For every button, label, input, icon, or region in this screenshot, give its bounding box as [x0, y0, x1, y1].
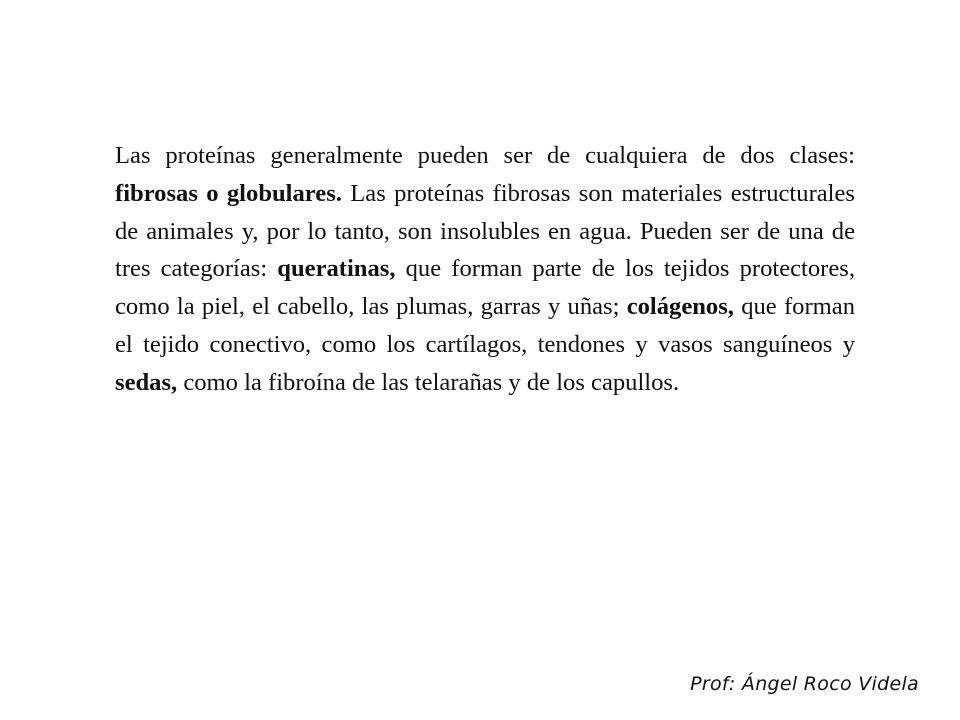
text-segment-1: Las proteínas generalmente pueden ser de cualquiera de dos clases: [115, 142, 855, 169]
text-segment-3: que forman parte de los tejidos protectores, como la piel, el cabello, las plumas, garras y uñas; [115, 255, 855, 321]
text-segment-2: Las proteínas fibrosas son materiales estructurales de animales y, por lo tanto, son insolubles en agua. Pueden ser de una de tres categorías: [115, 179, 855, 283]
body-paragraph [115, 137, 855, 402]
bold-term-colagenos: colágenos, [626, 293, 734, 321]
bold-term-queratinas: queratinas, [277, 255, 396, 283]
text-segment-5: como la fibroína de las telarañas y de los capullos. [177, 368, 680, 396]
bold-term-sedas: sedas, [115, 368, 178, 396]
bold-term-fibrosas-globulares: fibrosas o globulares. [115, 179, 342, 207]
text-segment-4: que forman el tejido conectivo, como los cartílagos, tendones y vasos sanguíneos y [115, 293, 855, 358]
author-signature: Prof: Ángel Roco Videla [690, 673, 919, 695]
